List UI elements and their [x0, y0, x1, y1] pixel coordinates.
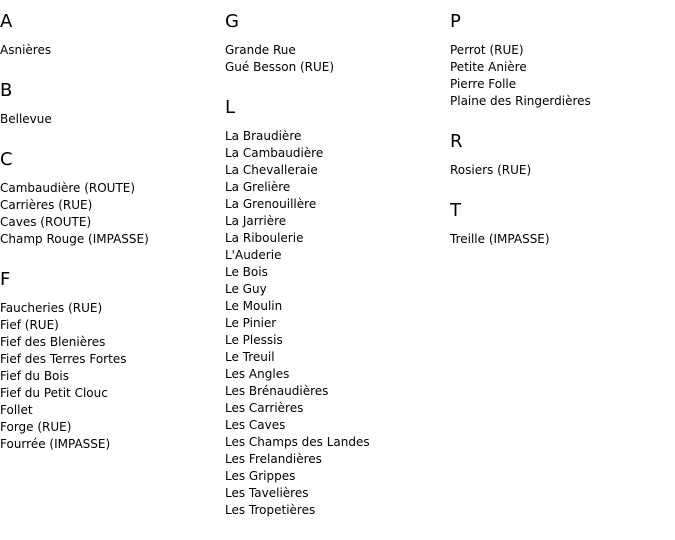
street-item: Fief du Petit Clouc: [0, 386, 108, 400]
street-item: Carrières (RUE): [0, 198, 93, 212]
letter-group: [0, 80, 220, 128]
index-column: [0, 11, 220, 474]
street-item: La Grenouillère: [225, 197, 317, 211]
street-item: Treille (IMPASSE): [450, 232, 550, 246]
street-item: Fief du Bois: [0, 369, 69, 383]
street-item: Les Carrières: [225, 401, 304, 415]
street-list: [225, 42, 445, 76]
street-item: Plaine des Ringerdières: [450, 94, 591, 108]
index-column: [225, 11, 445, 540]
street-item: Les Tavelières: [225, 486, 309, 500]
street-item: La Chevalleraie: [225, 163, 318, 177]
letter-heading: R: [450, 131, 463, 152]
street-item: Les Champs des Landes: [225, 435, 370, 449]
street-item: Les Frelandières: [225, 452, 322, 466]
street-item: Petite Anière: [450, 60, 527, 74]
street-item: Rosiers (RUE): [450, 163, 532, 177]
street-item: Perrot (RUE): [450, 43, 524, 57]
street-item: Le Plessis: [225, 333, 283, 347]
street-item: Champ Rouge (IMPASSE): [0, 232, 149, 246]
street-item: La Jarrière: [225, 214, 287, 228]
street-item: Grande Rue: [225, 43, 296, 57]
street-list: [450, 42, 670, 110]
street-item: Les Brénaudières: [225, 384, 329, 398]
street-item: Les Angles: [225, 367, 290, 381]
street-item: Gué Besson (RUE): [225, 60, 335, 74]
street-item: Le Moulin: [225, 299, 283, 313]
street-item: La Grelière: [225, 180, 291, 194]
letter-heading: L: [225, 97, 236, 118]
street-item: Le Treuil: [225, 350, 275, 364]
street-item: La Riboulerie: [225, 231, 304, 245]
letter-heading: B: [0, 80, 13, 101]
letter-group: [0, 11, 220, 59]
street-item: Fourrée (IMPASSE): [0, 437, 111, 451]
street-item: Cambaudière (ROUTE): [0, 181, 136, 195]
street-item: Follet: [0, 403, 33, 417]
street-item: Faucheries (RUE): [0, 301, 103, 315]
street-item: Les Grippes: [225, 469, 296, 483]
street-list: [0, 111, 220, 128]
letter-group: [450, 11, 670, 110]
street-item: La Cambaudière: [225, 146, 324, 160]
street-item: La Braudière: [225, 129, 302, 143]
street-item: Caves (ROUTE): [0, 215, 92, 229]
letter-heading: G: [225, 11, 239, 32]
street-list: [0, 180, 220, 248]
letter-group: [225, 97, 445, 519]
letter-group: [0, 149, 220, 248]
street-item: Asnières: [0, 43, 52, 57]
street-item: Pierre Folle: [450, 77, 517, 91]
street-list: [0, 42, 220, 59]
street-item: Le Pinier: [225, 316, 277, 330]
letter-group: [450, 200, 670, 248]
street-item: L'Auderie: [225, 248, 282, 262]
street-list: [225, 128, 445, 519]
street-item: Les Tropetières: [225, 503, 316, 517]
letter-heading: P: [450, 11, 461, 32]
street-item: Bellevue: [0, 112, 52, 126]
letter-group: [225, 11, 445, 76]
index-column: [450, 11, 670, 269]
letter-group: [0, 269, 220, 453]
street-item: Fief des Blenières: [0, 335, 106, 349]
street-list: [450, 162, 670, 179]
letter-group: [450, 131, 670, 179]
street-item: Le Bois: [225, 265, 268, 279]
street-item: Fief (RUE): [0, 318, 59, 332]
street-item: Les Caves: [225, 418, 286, 432]
letter-heading: T: [450, 200, 461, 221]
street-list: [0, 300, 220, 453]
letter-heading: F: [0, 269, 11, 290]
street-list: [450, 231, 670, 248]
street-item: Fief des Terres Fortes: [0, 352, 127, 366]
street-item: Le Guy: [225, 282, 267, 296]
letter-heading: C: [0, 149, 13, 170]
letter-heading: A: [0, 11, 13, 32]
street-item: Forge (RUE): [0, 420, 72, 434]
